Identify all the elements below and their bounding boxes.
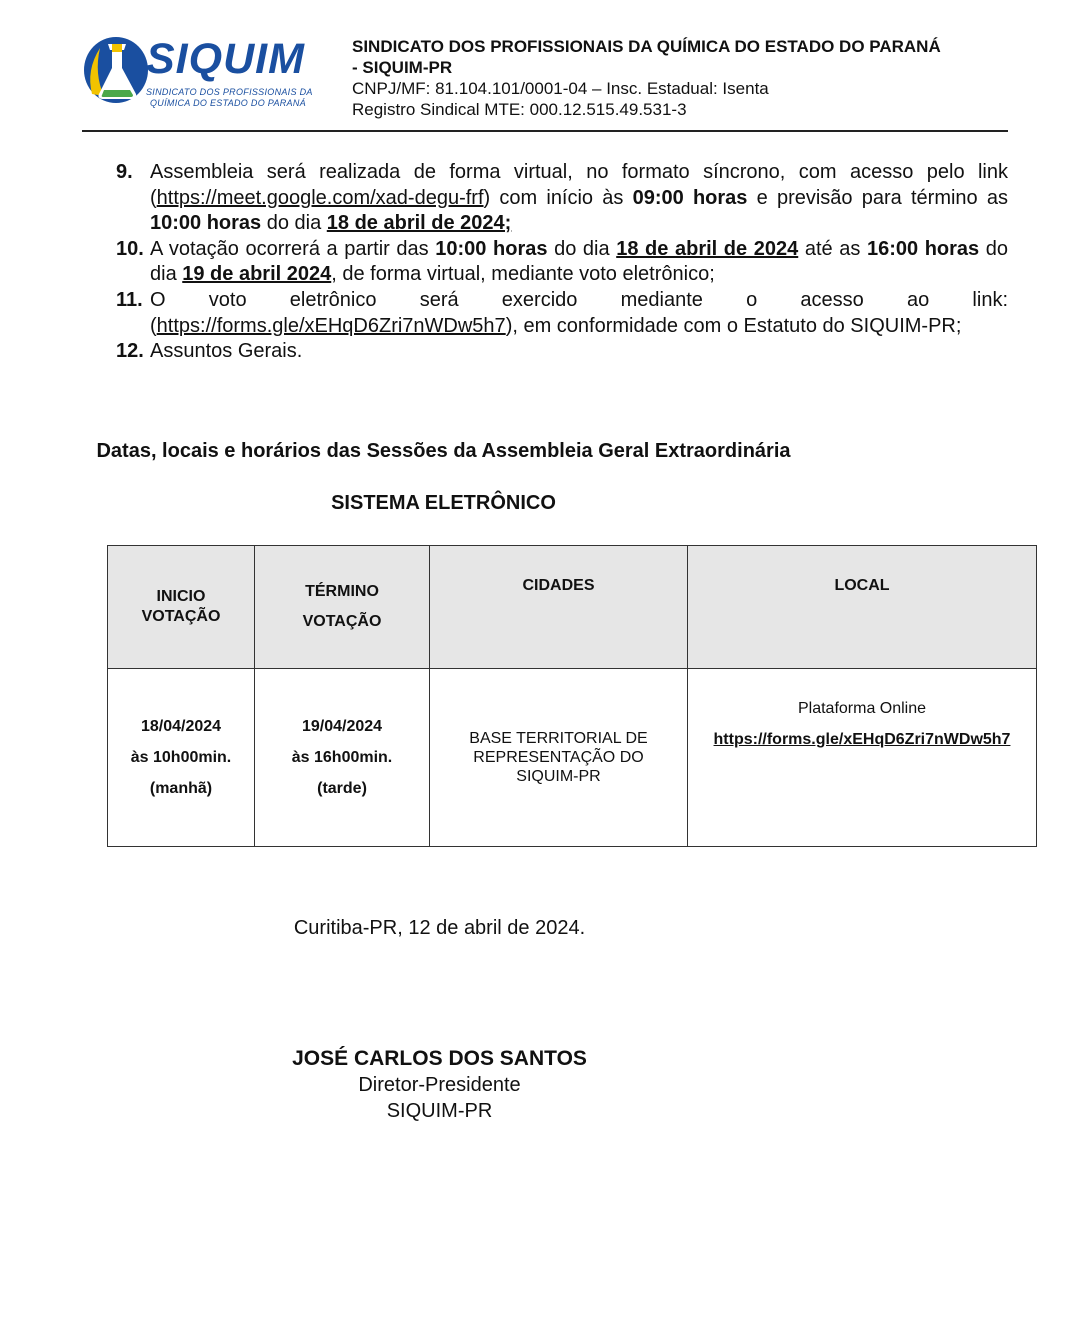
local-link[interactable]: https://forms.gle/xEHqD6Zri7nWDw5h7	[713, 731, 1011, 748]
item-number: 12.	[116, 340, 144, 363]
logo-subline-2: QUÍMICA DO ESTADO DO PARANÁ	[150, 98, 306, 108]
header-divider	[82, 130, 1008, 132]
header-cidades: CIDADES	[430, 546, 688, 669]
agenda-item-11: 11. O voto eletrônico será exercido mediante o acesso ao link: (https://forms.gle/xEHqD6Zri7nWDw5h7), em conformidade com o Estatuto do SIQUIM-PR;	[116, 288, 1008, 337]
agenda-item-10: 10. A votação ocorrerá a partir das 10:00 horas do dia 18 de abril de 2024 até as 16:00 horas do dia 19 de abril 2024, de forma virtual, mediante voto eletrônico;	[116, 237, 1009, 286]
header-termino-votacao: TÉRMINO VOTAÇÃO	[255, 546, 430, 669]
agenda-item-9: 9. Assembleia será realizada de forma virtual, no formato síncrono, com acesso pelo link (https://meet.google.com/xad-degu-frf) com início às 09:00 horas e previsão para término as 10:00 horas do dia 18 de abril de 2024;	[116, 161, 1009, 235]
sessions-table	[107, 545, 1037, 847]
letterhead	[82, 30, 1008, 132]
logo-wordmark: SIQUIM	[146, 35, 305, 83]
siquim-logo	[82, 34, 334, 108]
cell-local: Plataforma Online https://forms.gle/xEHqD6Zri7nWDw5h7	[688, 669, 1037, 847]
header-local: LOCAL	[688, 546, 1037, 669]
agenda-item-12: 12. Assuntos Gerais.	[116, 339, 1008, 365]
cell-termino: 19/04/2024 às 16h00min. (tarde)	[255, 669, 430, 847]
item-number: 11.	[116, 288, 143, 311]
registro-line: Registro Sindical MTE: 000.12.515.49.531-3	[352, 100, 687, 119]
organization-info	[352, 36, 1012, 120]
place-date: Curitiba-PR, 12 de abril de 2024.	[293, 917, 586, 939]
signer-org: SIQUIM-PR	[386, 1100, 493, 1122]
signature-block	[0, 1046, 973, 1124]
org-name-line-1: SINDICATO DOS PROFISSIONAIS DA QUÍMICA DO ESTADO DO PARANÁ	[352, 37, 941, 56]
item-number: 10.	[116, 237, 144, 260]
table-header-row	[108, 546, 1037, 669]
item-number: 9.	[116, 161, 133, 183]
header-inicio-votacao: INICIO VOTAÇÃO	[108, 546, 255, 669]
table-row	[108, 669, 1037, 847]
forms-link[interactable]: https://forms.gle/xEHqD6Zri7nWDw5h7	[156, 314, 506, 337]
system-title: SISTEMA ELETRÔNICO	[331, 492, 556, 514]
cell-inicio: 18/04/2024 às 10h00min. (manhã)	[108, 669, 255, 847]
flask-emblem-icon	[82, 34, 152, 106]
cnpj-line: CNPJ/MF: 81.104.101/0001-04 – Insc. Estadual: Isenta	[352, 79, 769, 98]
signer-role: Diretor-Presidente	[358, 1074, 521, 1096]
logo-subline-1: SINDICATO DOS PROFISSIONAIS DA	[146, 87, 313, 97]
agenda-items	[116, 160, 1008, 365]
cell-cidades: BASE TERRITORIAL DE REPRESENTAÇÃO DO SIQUIM-PR	[430, 669, 688, 847]
signer-name: JOSÉ CARLOS DOS SANTOS	[292, 1047, 587, 1070]
meet-link[interactable]: https://meet.google.com/xad-degu-frf	[156, 186, 484, 209]
sessions-title: Datas, locais e horários das Sessões da Assembleia Geral Extraordinária	[96, 440, 791, 462]
org-name-line-2: - SIQUIM-PR	[352, 58, 453, 77]
